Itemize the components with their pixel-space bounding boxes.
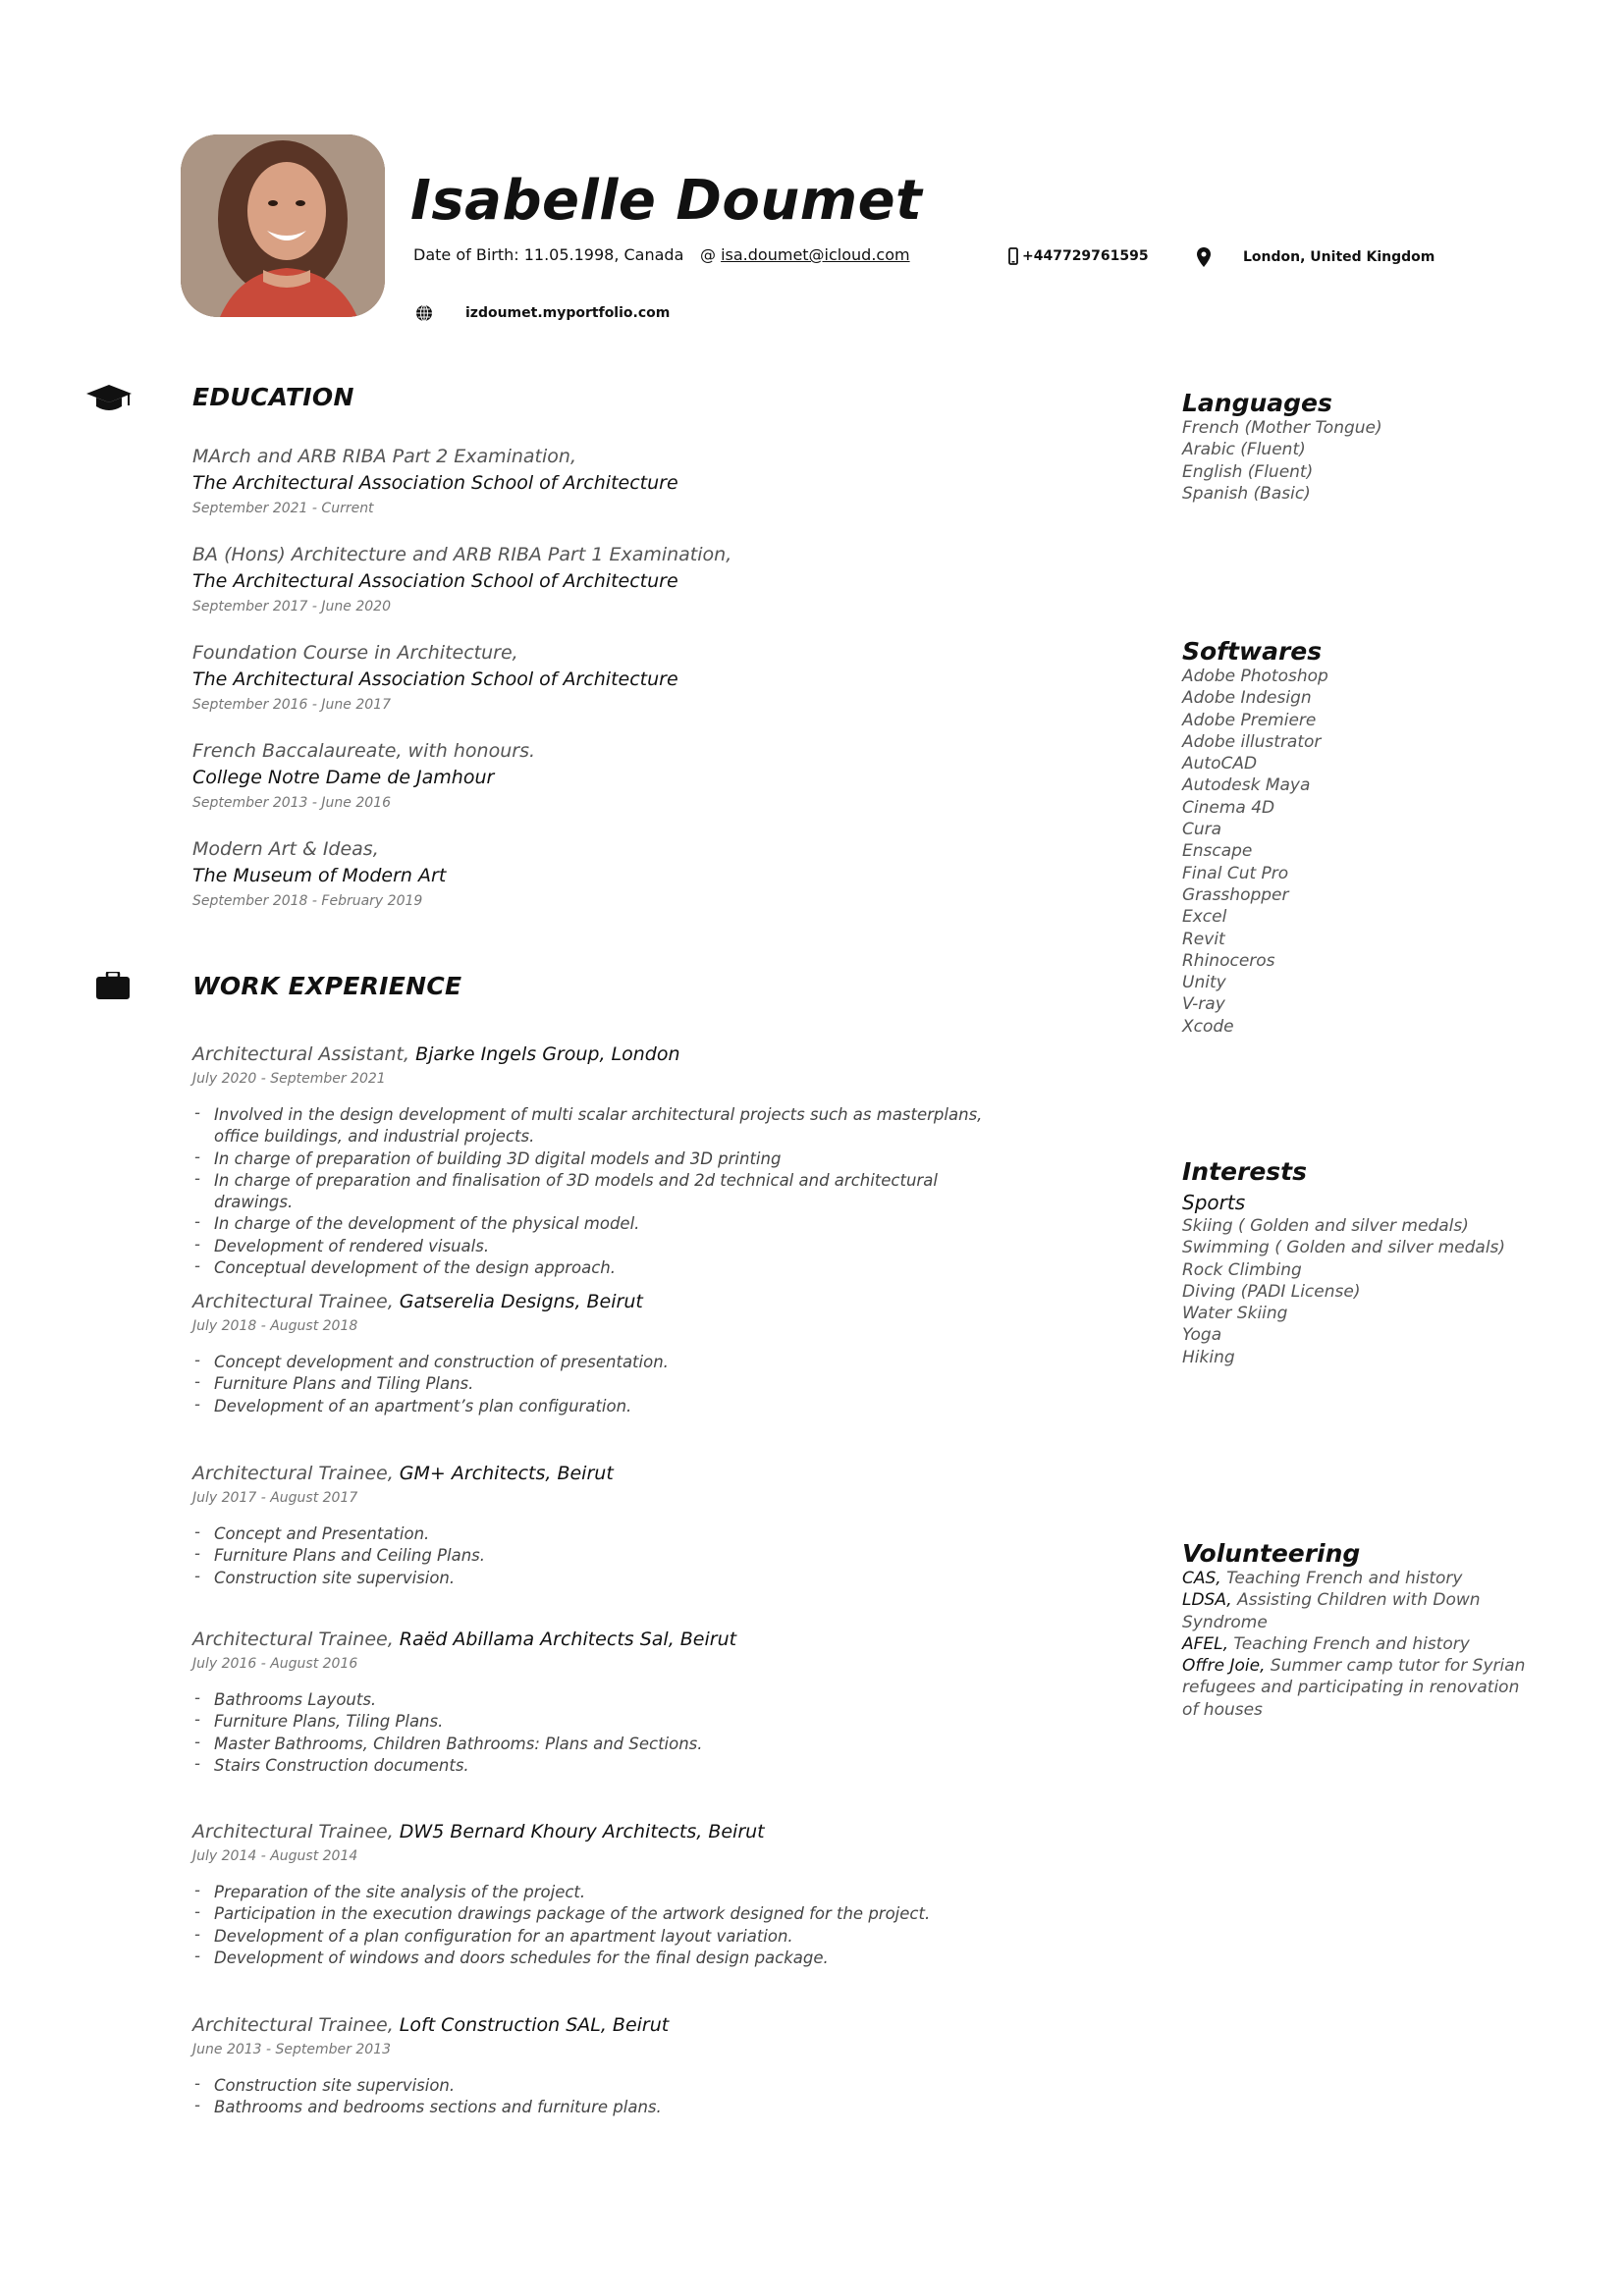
job-dates: July 2018 - August 2018: [192, 1318, 358, 1334]
responsibility-item: - Construction site supervision.: [192, 1568, 880, 1589]
job-entry: [192, 1461, 880, 1589]
education-entry: [192, 836, 880, 913]
globe-icon: [415, 304, 433, 326]
interest-item: Rock Climbing: [1182, 1259, 1302, 1280]
education-degree: Foundation Course in Architecture,: [192, 642, 518, 664]
education-degree: MArch and ARB RIBA Part 2 Examination,: [192, 446, 576, 467]
job-title: [192, 1289, 880, 1314]
portrait-image: [181, 134, 385, 317]
software-item: Rhinoceros: [1182, 950, 1275, 971]
responsibility-item: - Master Bathrooms, Children Bathrooms: Plans and Sections.: [192, 1734, 880, 1755]
responsibility-item: - Concept development and construction of presentation.: [192, 1352, 880, 1373]
education-entry: [192, 738, 880, 815]
job-dates: July 2020 - September 2021: [192, 1071, 386, 1087]
education-entry: [192, 640, 880, 717]
languages-list: [1182, 417, 1382, 505]
responsibility-item: - Development of windows and doors schedules for the final design package.: [192, 1948, 998, 1969]
software-item: Unity: [1182, 973, 1226, 993]
language-item: French (Mother Tongue): [1182, 418, 1382, 438]
responsibility-item: - Involved in the design development of multi scalar architectural projects such as masterplans, office buildings, and industrial projects.: [192, 1104, 998, 1148]
job-dates: July 2017 - August 2017: [192, 1490, 358, 1506]
education-degree: French Baccalaureate, with honours.: [192, 740, 536, 762]
education-entry: [192, 444, 880, 520]
volunteering-item: [1182, 1589, 1536, 1633]
responsibility-item: - Participation in the execution drawings package of the artwork designed for the project.: [192, 1903, 998, 1925]
volunteering-role: Assisting Children with Down Syndrome: [1182, 1590, 1481, 1632]
job-entry: [192, 2012, 880, 2119]
interest-item: Swimming ( Golden and silver medals): [1182, 1238, 1506, 1258]
language-item: English (Fluent): [1182, 461, 1314, 482]
location-text: London, United Kingdom: [1243, 249, 1435, 265]
software-item: Revit: [1182, 929, 1225, 949]
job-title: [192, 1461, 880, 1486]
responsibility-item: - Conceptual development of the design approach.: [192, 1257, 998, 1279]
responsibility-item: - Development of rendered visuals.: [192, 1236, 998, 1257]
responsibility-item: - Development of an apartment’s plan configuration.: [192, 1396, 880, 1417]
job-responsibilities: [192, 1104, 998, 1279]
job-company: Gatserelia Designs, Beirut: [399, 1291, 643, 1312]
education-school: The Architectural Association School of Architecture: [192, 570, 678, 592]
interests-section: [1182, 1157, 1505, 1368]
job-role: Architectural Assistant,: [192, 1043, 416, 1065]
job-entry: [192, 1627, 880, 1777]
languages-section: [1182, 389, 1382, 505]
interest-item: Diving (PADI License): [1182, 1281, 1361, 1302]
software-item: Adobe illustrator: [1182, 731, 1322, 752]
volunteering-role: Teaching French and history: [1220, 1569, 1463, 1588]
responsibility-item: - In charge of preparation of building 3D digital models and 3D printing: [192, 1148, 998, 1170]
job-entry: [192, 1819, 998, 1969]
software-item: AutoCAD: [1182, 754, 1258, 774]
software-item: Cinema 4D: [1182, 797, 1275, 818]
software-item: Final Cut Pro: [1182, 863, 1289, 883]
responsibility-item: - In charge of preparation and finalisation of 3D models and 2d technical and architectural drawings.: [192, 1170, 998, 1214]
interests-subtitle: Sports: [1182, 1191, 1246, 1214]
education-entry: [192, 542, 880, 618]
graduation-cap-icon: [86, 385, 132, 418]
job-role: Architectural Trainee,: [192, 1463, 400, 1484]
volunteering-item: [1182, 1633, 1536, 1655]
interest-item: Skiing ( Golden and silver medals): [1182, 1216, 1469, 1236]
job-company: Bjarke Ingels Group, London: [415, 1043, 680, 1065]
job-title: [192, 1041, 1056, 1067]
software-item: Xcode: [1182, 1016, 1234, 1037]
responsibility-item: - Concept and Presentation.: [192, 1523, 880, 1545]
job-dates: July 2016 - August 2016: [192, 1656, 358, 1672]
portfolio-link[interactable]: izdoumet.myportfolio.com: [465, 305, 671, 321]
job-company: DW5 Bernard Khoury Architects, Beirut: [399, 1821, 765, 1842]
responsibility-item: - Bathrooms and bedrooms sections and furniture plans.: [192, 2097, 880, 2118]
job-responsibilities: [192, 1352, 880, 1417]
education-school: College Notre Dame de Jamhour: [192, 767, 495, 788]
software-item: Grasshopper: [1182, 884, 1289, 905]
responsibility-item: - Furniture Plans and Tiling Plans.: [192, 1373, 880, 1395]
education-degree: Modern Art & Ideas,: [192, 838, 379, 860]
software-item: Adobe Premiere: [1182, 710, 1317, 730]
job-role: Architectural Trainee,: [192, 1291, 400, 1312]
responsibility-item: - Stairs Construction documents.: [192, 1755, 880, 1777]
job-company: GM+ Architects, Beirut: [399, 1463, 614, 1484]
volunteering-org: Offre Joie,: [1182, 1656, 1266, 1677]
education-degree: BA (Hons) Architecture and ARB RIBA Part 1 Examination,: [192, 544, 732, 565]
phone-icon: [1008, 247, 1018, 269]
education-dates: September 2013 - June 2016: [192, 795, 391, 811]
section-title-interests: Interests: [1182, 1157, 1308, 1186]
job-company: Loft Construction SAL, Beirut: [399, 2014, 670, 2036]
volunteering-item: [1182, 1568, 1536, 1589]
at-icon: @: [700, 245, 716, 264]
volunteering-org: CAS,: [1182, 1569, 1221, 1588]
job-title: [192, 2012, 880, 2038]
job-entry: [192, 1289, 880, 1417]
interest-item: Water Skiing: [1182, 1304, 1288, 1324]
education-dates: September 2016 - June 2017: [192, 697, 391, 713]
job-role: Architectural Trainee,: [192, 2014, 400, 2036]
volunteering-role: Teaching French and history: [1228, 1633, 1470, 1654]
date-of-birth: Date of Birth: 11.05.1998, Canada: [413, 245, 684, 264]
volunteering-org: AFEL,: [1182, 1633, 1229, 1654]
location-pin-icon: [1197, 247, 1211, 271]
software-item: Excel: [1182, 907, 1227, 928]
job-title: [192, 1627, 880, 1652]
education-dates: September 2018 - February 2019: [192, 893, 423, 909]
education-school: The Architectural Association School of Architecture: [192, 472, 678, 494]
softwares-section: [1182, 637, 1328, 1038]
education-dates: September 2021 - Current: [192, 501, 374, 516]
job-role: Architectural Trainee,: [192, 1629, 400, 1650]
software-item: Cura: [1182, 820, 1222, 840]
software-item: Enscape: [1182, 841, 1253, 862]
briefcase-icon: [96, 972, 130, 1003]
section-title-softwares: Softwares: [1182, 637, 1323, 666]
phone-number: +447729761595: [1022, 248, 1149, 264]
language-item: Spanish (Basic): [1182, 483, 1311, 504]
interest-item: Hiking: [1182, 1347, 1235, 1367]
email-row: [700, 245, 910, 264]
responsibility-item: - Construction site supervision.: [192, 2075, 880, 2097]
job-dates: June 2013 - September 2013: [192, 2042, 391, 2057]
section-title-education: EDUCATION: [192, 383, 354, 411]
responsibility-item: - Bathrooms Layouts.: [192, 1689, 880, 1711]
job-title: [192, 1819, 998, 1844]
software-item: Adobe Indesign: [1182, 688, 1312, 709]
interests-list: [1182, 1215, 1505, 1368]
job-responsibilities: [192, 1882, 998, 1969]
email-link[interactable]: isa.doumet@icloud.com: [721, 245, 910, 264]
volunteering-item: [1182, 1655, 1536, 1721]
job-entry: [192, 1041, 1056, 1279]
software-item: Autodesk Maya: [1182, 775, 1311, 796]
volunteering-org: LDSA,: [1182, 1590, 1232, 1611]
job-responsibilities: [192, 1689, 880, 1777]
education-school: The Architectural Association School of Architecture: [192, 668, 678, 690]
job-responsibilities: [192, 1523, 880, 1589]
language-item: Arabic (Fluent): [1182, 440, 1306, 460]
job-dates: July 2014 - August 2014: [192, 1848, 358, 1864]
responsibility-item: - Preparation of the site analysis of the project.: [192, 1882, 998, 1903]
responsibility-item: - Furniture Plans and Ceiling Plans.: [192, 1545, 880, 1567]
section-title-languages: Languages: [1182, 389, 1332, 417]
interest-item: Yoga: [1182, 1325, 1222, 1346]
responsibility-item: - Development of a plan configuration for an apartment layout variation.: [192, 1926, 998, 1948]
responsibility-item: - In charge of the development of the physical model.: [192, 1213, 998, 1235]
volunteering-role: Summer camp tutor for Syrian refugees and participating in renovation of houses: [1182, 1656, 1526, 1720]
softwares-list: [1182, 666, 1328, 1038]
volunteering-section: [1182, 1539, 1536, 1721]
education-school: The Museum of Modern Art: [192, 865, 447, 886]
section-title-volunteering: Volunteering: [1182, 1539, 1361, 1568]
job-company: Raëd Abillama Architects Sal, Beirut: [399, 1629, 737, 1650]
section-title-work-experience: WORK EXPERIENCE: [192, 972, 462, 1000]
full-name: Isabelle Doumet: [410, 169, 923, 233]
education-dates: September 2017 - June 2020: [192, 599, 391, 614]
job-responsibilities: [192, 2075, 880, 2119]
software-item: Adobe Photoshop: [1182, 667, 1328, 686]
profile-photo: [181, 134, 385, 317]
job-role: Architectural Trainee,: [192, 1821, 400, 1842]
responsibility-item: - Furniture Plans, Tiling Plans.: [192, 1711, 880, 1733]
software-item: V-ray: [1182, 994, 1225, 1015]
